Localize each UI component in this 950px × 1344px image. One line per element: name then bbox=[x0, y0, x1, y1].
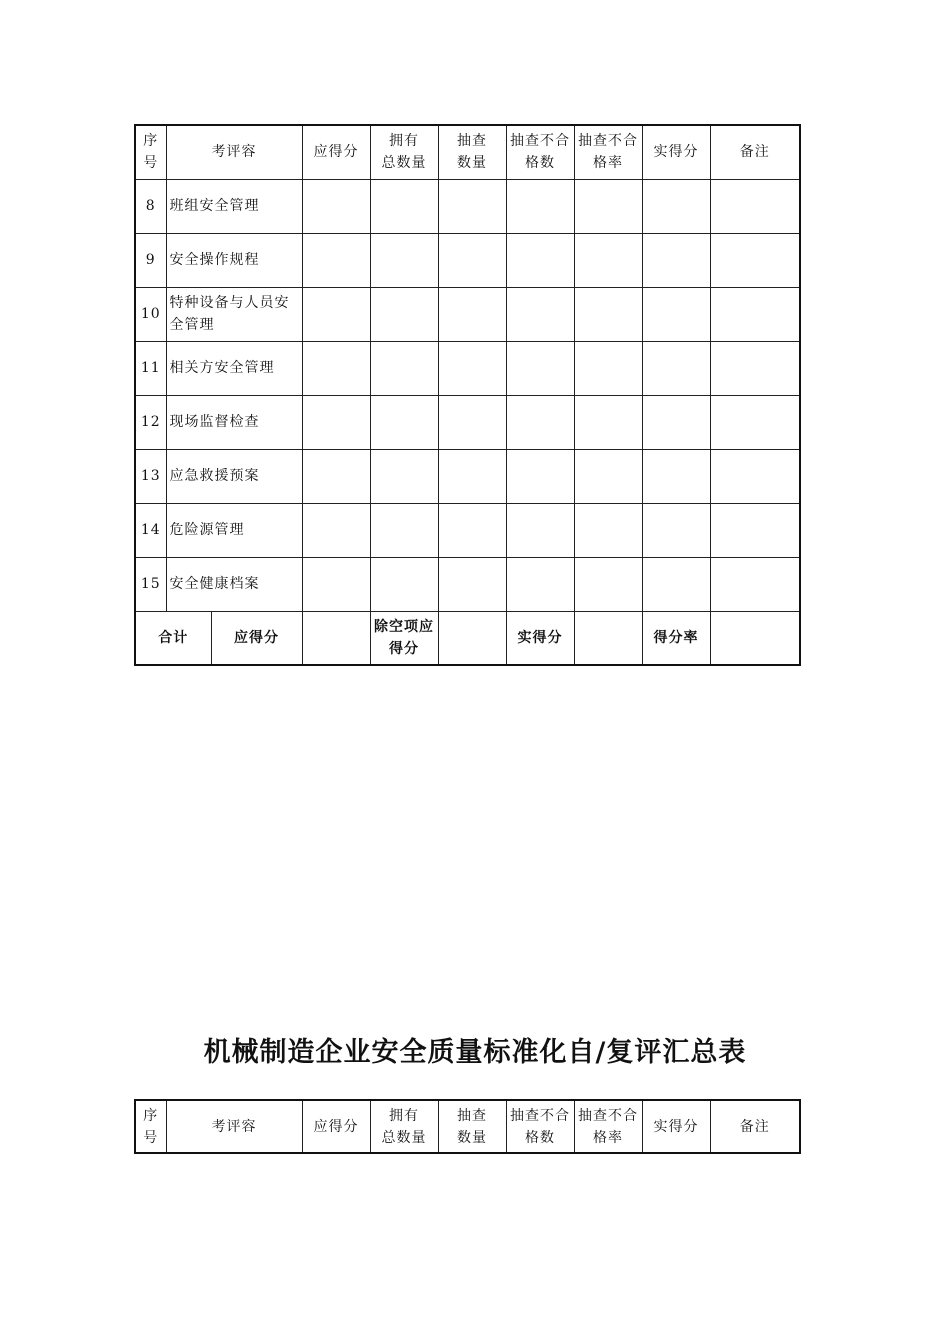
cell-actual-score bbox=[642, 341, 710, 395]
header-actual-score: 实得分 bbox=[642, 1100, 710, 1153]
cell-sample-qty bbox=[438, 395, 506, 449]
totals-excl-empty-label: 除空项应 得分 bbox=[370, 611, 438, 665]
cell-nonconform-rate bbox=[574, 341, 642, 395]
header-due-score: 应得分 bbox=[302, 125, 370, 179]
row-number: 13 bbox=[135, 449, 166, 503]
row-item-name: 危险源管理 bbox=[166, 503, 302, 557]
cell-due-score bbox=[302, 233, 370, 287]
cell-nonconform-rate bbox=[574, 503, 642, 557]
cell-sample-qty bbox=[438, 341, 506, 395]
header-sample-qty: 抽查 数量 bbox=[438, 1100, 506, 1153]
cell-sample-qty bbox=[438, 287, 506, 341]
cell-total-qty bbox=[370, 449, 438, 503]
totals-actual-score-value bbox=[574, 611, 642, 665]
cell-sample-nonconform bbox=[506, 395, 574, 449]
cell-remark bbox=[710, 233, 800, 287]
cell-sample-nonconform bbox=[506, 179, 574, 233]
cell-nonconform-rate bbox=[574, 179, 642, 233]
header-sample-qty: 抽查 数量 bbox=[438, 125, 506, 179]
totals-excl-empty-value bbox=[438, 611, 506, 665]
cell-nonconform-rate bbox=[574, 287, 642, 341]
row-number: 9 bbox=[135, 233, 166, 287]
cell-total-qty bbox=[370, 233, 438, 287]
totals-actual-score-label: 实得分 bbox=[506, 611, 574, 665]
row-item-name: 安全健康档案 bbox=[166, 557, 302, 611]
row-number: 10 bbox=[135, 287, 166, 341]
cell-actual-score bbox=[642, 449, 710, 503]
row-number: 8 bbox=[135, 179, 166, 233]
totals-row bbox=[135, 611, 800, 665]
cell-actual-score bbox=[642, 287, 710, 341]
cell-nonconform-rate bbox=[574, 449, 642, 503]
header-sample-nonconform: 抽查不合 格数 bbox=[506, 1100, 574, 1153]
row-number: 15 bbox=[135, 557, 166, 611]
row-item-name: 相关方安全管理 bbox=[166, 341, 302, 395]
cell-sample-nonconform bbox=[506, 449, 574, 503]
cell-nonconform-rate bbox=[574, 395, 642, 449]
cell-total-qty bbox=[370, 287, 438, 341]
cell-actual-score bbox=[642, 503, 710, 557]
cell-sample-nonconform bbox=[506, 233, 574, 287]
evaluation-table-header bbox=[134, 1099, 801, 1154]
cell-sample-qty bbox=[438, 449, 506, 503]
header-total-qty: 拥有 总数量 bbox=[370, 125, 438, 179]
cell-nonconform-rate bbox=[574, 557, 642, 611]
header-nonconform-rate: 抽查不合 格率 bbox=[574, 1100, 642, 1153]
row-item-name: 现场监督检查 bbox=[166, 395, 302, 449]
cell-total-qty bbox=[370, 341, 438, 395]
evaluation-table-continued bbox=[134, 124, 801, 666]
header-sample-nonconform: 抽查不合 格数 bbox=[506, 125, 574, 179]
cell-due-score bbox=[302, 341, 370, 395]
table-row bbox=[135, 503, 800, 557]
cell-actual-score bbox=[642, 179, 710, 233]
cell-sample-nonconform bbox=[506, 503, 574, 557]
header-item: 考评容 bbox=[166, 1100, 302, 1153]
table-header-row bbox=[135, 1100, 800, 1153]
cell-remark bbox=[710, 449, 800, 503]
cell-due-score bbox=[302, 449, 370, 503]
header-nonconform-rate: 抽查不合 格率 bbox=[574, 125, 642, 179]
cell-total-qty bbox=[370, 179, 438, 233]
table-header-row bbox=[135, 125, 800, 179]
cell-due-score bbox=[302, 287, 370, 341]
row-item-name: 特种设备与人员安全管理 bbox=[166, 287, 302, 341]
cell-remark bbox=[710, 341, 800, 395]
cell-due-score bbox=[302, 557, 370, 611]
cell-total-qty bbox=[370, 503, 438, 557]
header-remark: 备注 bbox=[710, 125, 800, 179]
cell-due-score bbox=[302, 503, 370, 557]
totals-label: 合计 bbox=[135, 611, 211, 665]
cell-remark bbox=[710, 287, 800, 341]
row-item-name: 安全操作规程 bbox=[166, 233, 302, 287]
cell-total-qty bbox=[370, 557, 438, 611]
cell-actual-score bbox=[642, 233, 710, 287]
cell-remark bbox=[710, 395, 800, 449]
totals-score-rate-label: 得分率 bbox=[642, 611, 710, 665]
header-remark: 备注 bbox=[710, 1100, 800, 1153]
cell-remark bbox=[710, 179, 800, 233]
cell-remark bbox=[710, 503, 800, 557]
cell-due-score bbox=[302, 395, 370, 449]
cell-sample-qty bbox=[438, 179, 506, 233]
table-row bbox=[135, 341, 800, 395]
header-total-qty: 拥有 总数量 bbox=[370, 1100, 438, 1153]
cell-actual-score bbox=[642, 395, 710, 449]
table-row bbox=[135, 395, 800, 449]
totals-due-score-label: 应得分 bbox=[211, 611, 302, 665]
cell-total-qty bbox=[370, 395, 438, 449]
cell-actual-score bbox=[642, 557, 710, 611]
table-row bbox=[135, 233, 800, 287]
row-item-name: 班组安全管理 bbox=[166, 179, 302, 233]
header-actual-score: 实得分 bbox=[642, 125, 710, 179]
cell-sample-qty bbox=[438, 233, 506, 287]
header-seq: 序 号 bbox=[135, 1100, 166, 1153]
table-row bbox=[135, 557, 800, 611]
row-item-name: 应急救援预案 bbox=[166, 449, 302, 503]
cell-sample-nonconform bbox=[506, 287, 574, 341]
header-item: 考评容 bbox=[166, 125, 302, 179]
totals-due-score-value bbox=[302, 611, 370, 665]
header-seq: 序 号 bbox=[135, 125, 166, 179]
cell-sample-qty bbox=[438, 557, 506, 611]
cell-sample-qty bbox=[438, 503, 506, 557]
cell-nonconform-rate bbox=[574, 233, 642, 287]
row-number: 14 bbox=[135, 503, 166, 557]
table-row bbox=[135, 449, 800, 503]
table-row bbox=[135, 287, 800, 341]
row-number: 12 bbox=[135, 395, 166, 449]
cell-sample-nonconform bbox=[506, 341, 574, 395]
totals-score-rate-value bbox=[710, 611, 800, 665]
cell-sample-nonconform bbox=[506, 557, 574, 611]
cell-due-score bbox=[302, 179, 370, 233]
row-number: 11 bbox=[135, 341, 166, 395]
cell-remark bbox=[710, 557, 800, 611]
table-row bbox=[135, 179, 800, 233]
header-due-score: 应得分 bbox=[302, 1100, 370, 1153]
page-title: 机械制造企业安全质量标准化自/复评汇总表 bbox=[203, 1037, 747, 1068]
